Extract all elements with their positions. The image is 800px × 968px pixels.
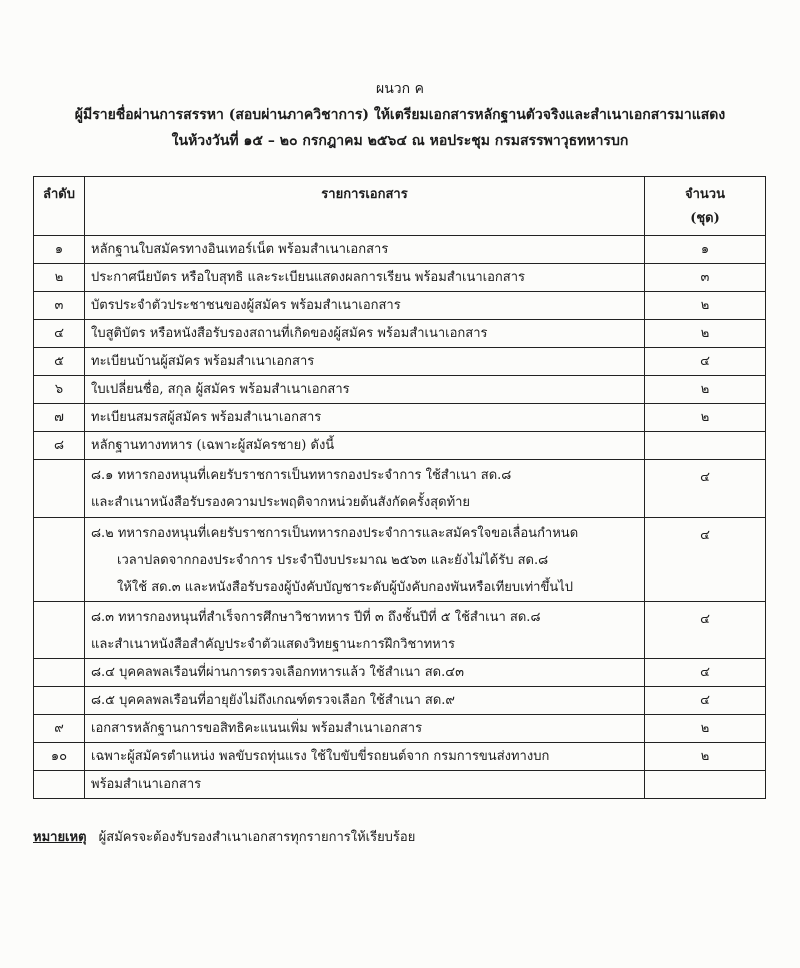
footnote xyxy=(33,826,415,847)
row-item-line: ๘.๒ ทหารกองหนุนที่เคยรับราชการเป็นทหารกองประจำการและสมัครใจขอเลื่อนกำหนด xyxy=(91,526,579,541)
footnote-label: หมายเหตุ xyxy=(33,830,87,845)
table-row xyxy=(34,687,766,715)
table-row xyxy=(34,320,766,348)
row-qty xyxy=(645,771,766,799)
table-row xyxy=(34,432,766,460)
row-qty: ๔ xyxy=(645,602,766,659)
row-no: ๖ xyxy=(34,376,85,404)
row-item: ทะเบียนสมรสผู้สมัคร พร้อมสำเนาเอกสาร xyxy=(85,404,645,432)
header-qty-unit: (ชุด) xyxy=(690,211,720,226)
row-no xyxy=(34,771,85,799)
documents-table xyxy=(33,176,766,799)
row-qty: ๒ xyxy=(645,715,766,743)
row-item-line: ๘.๑ ทหารกองหนุนที่เคยรับราชการเป็นทหารกองประจำการ ใช้สำเนา สด.๘ xyxy=(91,468,512,483)
row-qty: ๒ xyxy=(645,292,766,320)
table-row xyxy=(34,602,766,659)
row-item-line: ๘.๓ ทหารกองหนุนที่สำเร็จการศึกษาวิชาทหาร ปีที่ ๓ ถึงชั้นปีที่ ๕ ใช้สำเนา สด.๘ xyxy=(91,610,541,625)
table-row xyxy=(34,460,766,518)
table-row xyxy=(34,264,766,292)
table-row xyxy=(34,771,766,799)
header-no: ลำดับ xyxy=(34,177,85,236)
table-header-row xyxy=(34,177,766,236)
row-item-line: เวลาปลดจากกองประจำการ ประจำปีงบประมาณ ๒๕๖๓ และยังไม่ได้รับ สด.๘ xyxy=(117,553,549,568)
table-row xyxy=(34,659,766,687)
row-no: ๔ xyxy=(34,320,85,348)
header-qty xyxy=(645,177,766,236)
row-item-line: และสำเนาหนังสือสำคัญประจำตัวแสดงวิทยฐานะการฝึกวิชาทหาร xyxy=(91,637,456,652)
row-qty: ๒ xyxy=(645,320,766,348)
row-item xyxy=(85,460,645,518)
row-no xyxy=(34,518,85,602)
row-item: หลักฐานทางทหาร (เฉพาะผู้สมัครชาย) ดังนี้ xyxy=(85,432,645,460)
row-item-line: ให้ใช้ สด.๓ และหนังสือรับรองผู้บังคับบัญชาระดับผู้บังคับกองพันหรือเทียบเท่าขึ้นไป xyxy=(117,580,574,595)
header-item: รายการเอกสาร xyxy=(85,177,645,236)
row-item: ใบสูติบัตร หรือหนังสือรับรองสถานที่เกิดของผู้สมัคร พร้อมสำเนาเอกสาร xyxy=(85,320,645,348)
row-no: ๑๐ xyxy=(34,743,85,771)
row-no: ๓ xyxy=(34,292,85,320)
table-row xyxy=(34,715,766,743)
row-qty: ๒ xyxy=(645,404,766,432)
row-qty: ๔ xyxy=(645,518,766,602)
row-no: ๒ xyxy=(34,264,85,292)
row-no xyxy=(34,659,85,687)
row-no xyxy=(34,602,85,659)
row-item: ประกาศนียบัตร หรือใบสุทธิ และระเบียนแสดงผลการเรียน พร้อมสำเนาเอกสาร xyxy=(85,264,645,292)
row-item xyxy=(85,518,645,602)
row-no: ๙ xyxy=(34,715,85,743)
row-item: เอกสารหลักฐานการขอสิทธิคะแนนเพิ่ม พร้อมสำเนาเอกสาร xyxy=(85,715,645,743)
row-no: ๗ xyxy=(34,404,85,432)
row-qty: ๔ xyxy=(645,460,766,518)
row-no xyxy=(34,460,85,518)
row-qty: ๔ xyxy=(645,659,766,687)
document-header xyxy=(0,76,800,154)
row-qty: ๓ xyxy=(645,264,766,292)
row-item: ใบเปลี่ยนชื่อ, สกุล ผู้สมัคร พร้อมสำเนาเอกสาร xyxy=(85,376,645,404)
table-row xyxy=(34,376,766,404)
header-qty-label: จำนวน xyxy=(685,187,725,202)
table-row xyxy=(34,404,766,432)
row-qty: ๔ xyxy=(645,348,766,376)
row-item: ๘.๕ บุคคลพลเรือนที่อายุยังไม่ถึงเกณฑ์ตรวจเลือก ใช้สำเนา สด.๙ xyxy=(85,687,645,715)
row-no xyxy=(34,687,85,715)
header-date-location: ในห้วงวันที่ ๑๕ – ๒๐ กรกฎาคม ๒๕๖๔ ณ หอประชุม กรมสรรพาวุธทหารบก xyxy=(171,133,629,149)
annex-title: ผนวก ค xyxy=(376,81,424,97)
row-qty: ๒ xyxy=(645,743,766,771)
table-row xyxy=(34,292,766,320)
table-row xyxy=(34,743,766,771)
row-qty xyxy=(645,432,766,460)
table-row xyxy=(34,236,766,264)
header-instruction: ผู้มีรายชื่อผ่านการสรรหา (สอบผ่านภาควิชาการ) ให้เตรียมเอกสารหลักฐานตัวจริงและสำเนาเอกสารมาแสดง xyxy=(74,107,726,123)
row-item: หลักฐานใบสมัครทางอินเทอร์เน็ต พร้อมสำเนาเอกสาร xyxy=(85,236,645,264)
row-item: พร้อมสำเนาเอกสาร xyxy=(85,771,645,799)
row-item xyxy=(85,602,645,659)
footnote-text: ผู้สมัครจะต้องรับรองสำเนาเอกสารทุกรายการให้เรียบร้อย xyxy=(98,830,416,845)
row-no: ๑ xyxy=(34,236,85,264)
row-qty: ๔ xyxy=(645,687,766,715)
row-item: ๘.๔ บุคคลพลเรือนที่ผ่านการตรวจเลือกทหารแล้ว ใช้สำเนา สด.๔๓ xyxy=(85,659,645,687)
row-qty: ๑ xyxy=(645,236,766,264)
table-row xyxy=(34,518,766,602)
row-item: เฉพาะผู้สมัครตำแหน่ง พลขับรถทุ่นแรง ใช้ใบขับขี่รถยนต์จาก กรมการขนส่งทางบก xyxy=(85,743,645,771)
row-item: ทะเบียนบ้านผู้สมัคร พร้อมสำเนาเอกสาร xyxy=(85,348,645,376)
table-row xyxy=(34,348,766,376)
row-item-line: และสำเนาหนังสือรับรองความประพฤติจากหน่วยต้นสังกัดครั้งสุดท้าย xyxy=(91,495,471,510)
row-no: ๕ xyxy=(34,348,85,376)
row-item: บัตรประจำตัวประชาชนของผู้สมัคร พร้อมสำเนาเอกสาร xyxy=(85,292,645,320)
row-no: ๘ xyxy=(34,432,85,460)
row-qty: ๒ xyxy=(645,376,766,404)
